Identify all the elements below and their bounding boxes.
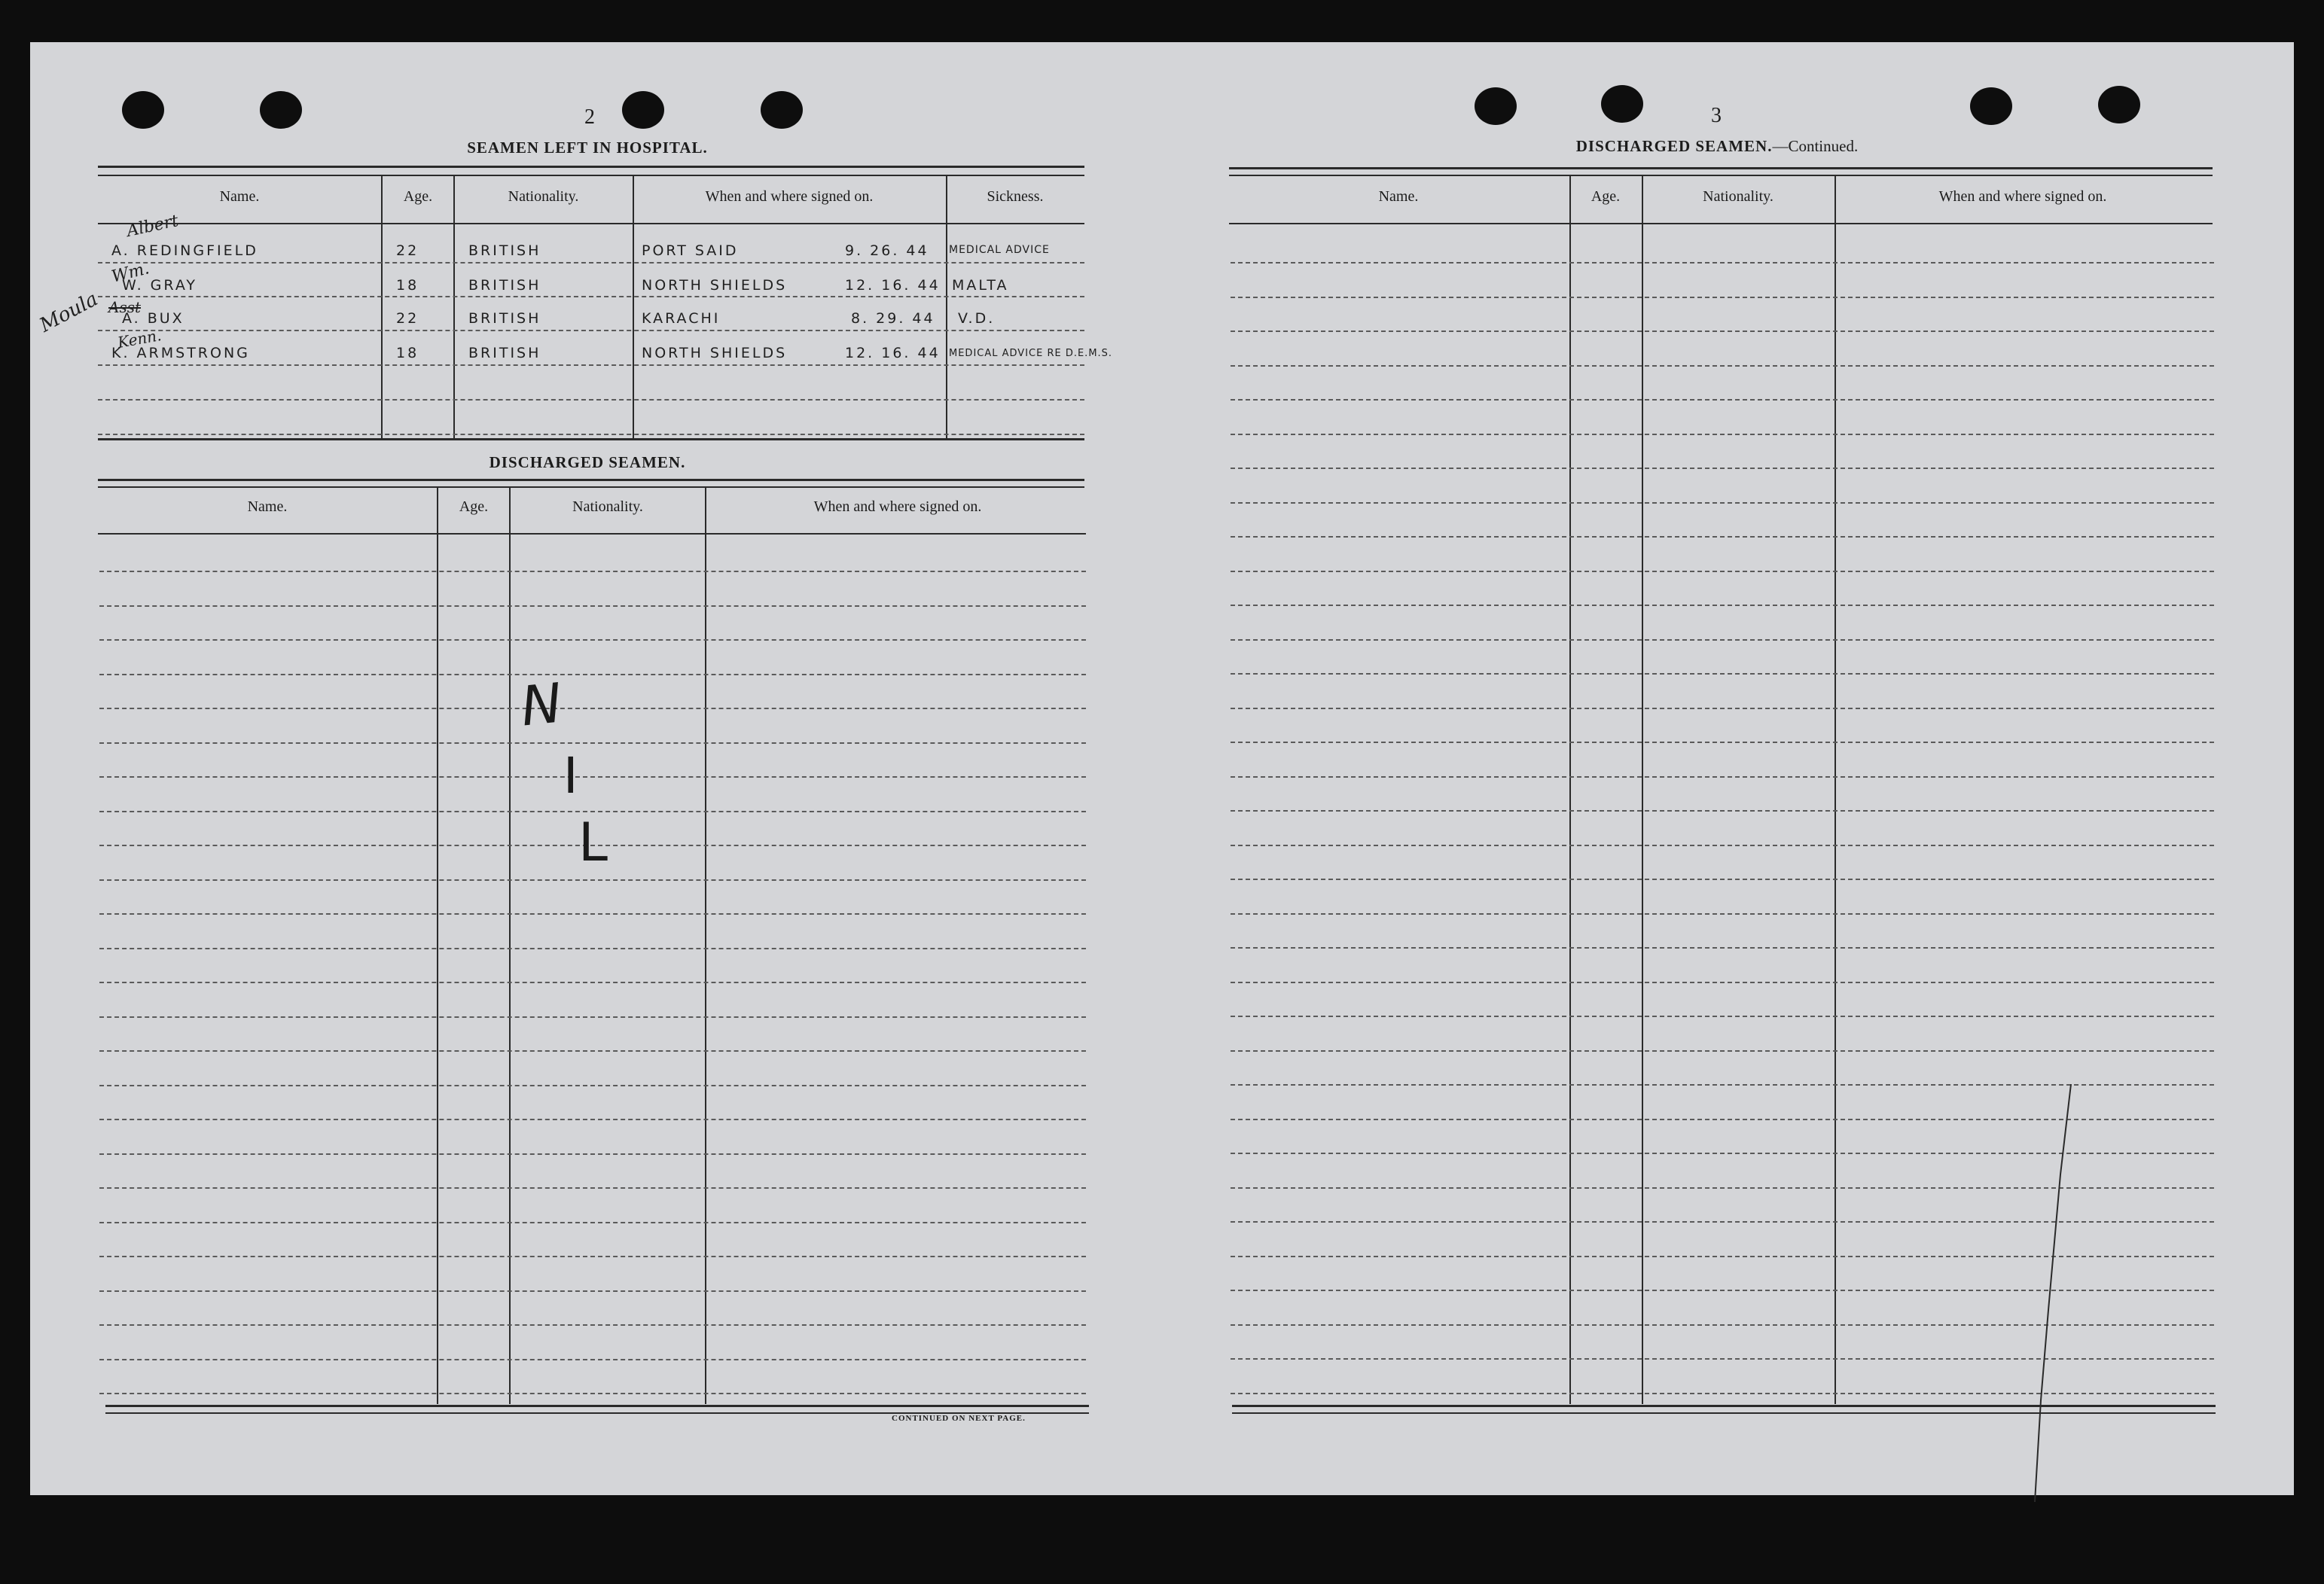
continued-footer: CONTINUED ON NEXT PAGE. <box>892 1414 1026 1423</box>
ruled-line <box>99 1016 1086 1018</box>
ruled-line <box>1231 262 2214 263</box>
ruled-line <box>99 776 1086 778</box>
hospital-row-4-date: 12. 16. 44 <box>845 345 941 361</box>
ruled-line <box>99 1222 1086 1223</box>
right-table-top-rule <box>1229 167 2213 169</box>
punch-hole <box>260 91 302 129</box>
discharged-col-divider <box>437 487 438 1404</box>
hospital-header-nationality: Nationality. <box>508 188 579 205</box>
ruled-line <box>99 639 1086 641</box>
right-section-title <box>1506 137 1928 156</box>
right-header-age: Age. <box>1591 188 1621 205</box>
hospital-row-1-sickness: MEDICAL ADVICE <box>949 244 1050 256</box>
hospital-row-4-age: 18 <box>396 345 419 361</box>
ruled-line <box>99 913 1086 915</box>
ruled-line <box>99 1085 1086 1086</box>
ruled-line <box>1231 639 2214 641</box>
ruled-line <box>99 674 1086 675</box>
discharged-header-signed-on: When and where signed on. <box>813 498 982 515</box>
ruled-line <box>99 1359 1086 1360</box>
ruled-line <box>99 742 1086 744</box>
right-header-signed-on: When and where signed on. <box>1938 188 2107 205</box>
ruled-line <box>1231 845 2214 846</box>
punch-hole <box>761 91 803 129</box>
right-col-divider <box>1569 175 1571 1404</box>
ruled-line <box>1231 331 2214 332</box>
ruled-line <box>99 1393 1086 1394</box>
punch-hole <box>622 91 664 129</box>
discharged-header-age: Age. <box>459 498 489 515</box>
annotation-margin: Moula <box>35 288 102 337</box>
ruled-line <box>1231 947 2214 949</box>
ruled-line <box>1231 913 2214 915</box>
right-title-main: DISCHARGED SEAMEN. <box>1575 137 1773 155</box>
right-table-top-rule-2 <box>1229 175 2213 176</box>
crease-line <box>2035 1084 2071 1502</box>
hospital-row-3-place: KARACHI <box>642 310 721 327</box>
ruled-line <box>99 1324 1086 1326</box>
punch-hole <box>122 91 164 129</box>
hospital-row-4-name: K. ARMSTRONG <box>111 345 250 361</box>
hospital-header-signed-on: When and where signed on. <box>705 188 874 205</box>
ruled-line <box>99 1050 1086 1052</box>
discharged-table-bottom-rule <box>105 1405 1089 1407</box>
hospital-row-4-nationality: BRITISH <box>468 345 541 361</box>
ruled-line <box>1231 536 2214 538</box>
discharged-header-name: Name. <box>247 498 288 515</box>
discharged-table-top-rule-2 <box>98 486 1084 488</box>
ruled-line <box>1231 776 2214 778</box>
discharged-section-title: DISCHARGED SEAMEN. <box>489 453 686 471</box>
ruled-line <box>1231 297 2214 298</box>
annotation-struck: Asst <box>108 298 142 316</box>
ruled-line <box>99 605 1086 607</box>
ruled-line <box>99 1187 1086 1189</box>
hospital-section-title: SEAMEN LEFT IN HOSPITAL. <box>467 139 708 157</box>
ruled-line <box>99 571 1086 572</box>
hospital-row-2-name: W. GRAY <box>122 277 197 294</box>
ruled-line <box>1231 982 2214 983</box>
hospital-row-3-name: A. BUX <box>122 310 185 327</box>
ruled-line <box>1231 365 2214 367</box>
right-header-rule <box>1229 223 2213 224</box>
ruled-line <box>1231 673 2214 675</box>
ledger-paper <box>30 42 2294 1495</box>
punch-hole <box>1970 87 2012 125</box>
page-number-left: 2 <box>584 105 595 129</box>
hospital-row-rule <box>98 399 1084 401</box>
right-col-divider <box>1642 175 1643 1404</box>
ruled-line <box>1231 399 2214 401</box>
hospital-row-1-date: 9. 26. 44 <box>845 242 929 259</box>
punch-hole <box>1601 85 1643 123</box>
discharged-col-divider <box>705 487 706 1404</box>
hospital-row-rule <box>98 330 1084 331</box>
discharged-col-divider <box>509 487 511 1404</box>
hospital-row-2-date: 12. 16. 44 <box>845 277 941 294</box>
ruled-line <box>99 708 1086 709</box>
hospital-row-1-place: PORT SAID <box>642 242 739 259</box>
hospital-row-2-age: 18 <box>396 277 419 294</box>
ruled-line <box>1231 468 2214 469</box>
ruled-line <box>99 1153 1086 1155</box>
hospital-header-name: Name. <box>219 188 260 205</box>
ruled-line <box>1231 502 2214 504</box>
discharged-header-rule <box>98 533 1086 535</box>
punch-hole <box>2098 86 2140 123</box>
nil-letter-n: N <box>517 671 566 739</box>
hospital-row-3-sickness: V.D. <box>958 310 996 327</box>
hospital-table-bottom-rule <box>98 438 1084 440</box>
punch-hole <box>1475 87 1517 125</box>
annotation-above-second: Wm. <box>109 259 151 287</box>
hospital-row-rule <box>98 296 1084 297</box>
hospital-row-2-place: NORTH SHIELDS <box>642 277 788 294</box>
ruled-line <box>1231 571 2214 572</box>
annotation-above-first: Albert <box>125 212 181 241</box>
nil-letter-l: L <box>578 812 608 873</box>
hospital-row-2-sickness: MALTA <box>952 277 1009 294</box>
ruled-line <box>1231 1016 2214 1017</box>
paper-crease <box>1988 1084 2078 1506</box>
ruled-line <box>99 948 1086 949</box>
ruled-line <box>1231 879 2214 880</box>
hospital-row-4-place: NORTH SHIELDS <box>642 345 788 361</box>
nil-letter-i: I <box>563 747 578 805</box>
hospital-row-3-age: 22 <box>396 310 419 327</box>
hospital-header-rule <box>98 223 1084 224</box>
right-title-cont: —Continued. <box>1772 137 1859 155</box>
hospital-row-1-nationality: BRITISH <box>468 242 541 259</box>
ruled-line <box>99 1290 1086 1292</box>
hospital-row-3-date: 8. 29. 44 <box>851 310 935 327</box>
ruled-line <box>99 982 1086 983</box>
ruled-line <box>1231 742 2214 743</box>
hospital-row-rule <box>98 364 1084 366</box>
hospital-header-age: Age. <box>403 188 433 205</box>
ruled-line <box>1231 810 2214 812</box>
hospital-row-4-sickness: MEDICAL ADVICE RE D.E.M.S. <box>949 348 1113 359</box>
hospital-row-rule <box>98 434 1084 435</box>
hospital-row-rule <box>98 262 1084 263</box>
ruled-line <box>99 1256 1086 1257</box>
hospital-row-1-name: A. REDINGFIELD <box>111 242 258 259</box>
ruled-line <box>1231 434 2214 435</box>
hospital-row-1-age: 22 <box>396 242 419 259</box>
hospital-table-top-rule-2 <box>98 175 1084 176</box>
right-header-name: Name. <box>1378 188 1419 205</box>
hospital-row-3-nationality: BRITISH <box>468 310 541 327</box>
ruled-line <box>1231 1050 2214 1052</box>
discharged-table-top-rule <box>98 479 1084 481</box>
page-number-right: 3 <box>1711 104 1722 127</box>
right-header-nationality: Nationality. <box>1703 188 1773 205</box>
discharged-header-nationality: Nationality. <box>572 498 643 515</box>
ruled-line <box>99 1119 1086 1120</box>
right-col-divider <box>1834 175 1836 1404</box>
ruled-line <box>1231 708 2214 709</box>
hospital-row-2-nationality: BRITISH <box>468 277 541 294</box>
annotation-below-third: Kenn. <box>116 326 163 352</box>
hospital-header-sickness: Sickness. <box>987 188 1044 205</box>
hospital-table-top-rule <box>98 166 1084 168</box>
ruled-line <box>1231 605 2214 606</box>
ruled-line <box>99 879 1086 881</box>
